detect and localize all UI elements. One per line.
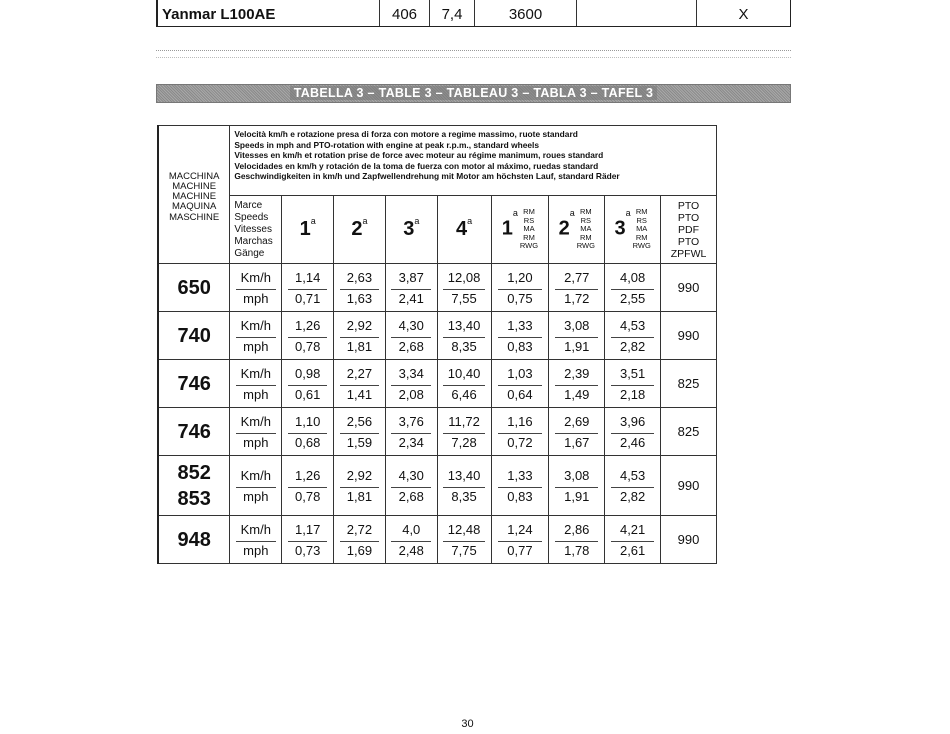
speed-table — [157, 125, 717, 564]
speed-cell — [334, 264, 386, 312]
speed-mph: 2,55 — [611, 289, 654, 308]
value-cell: 3600 — [474, 0, 576, 26]
speed-kmh: 2,69 — [564, 414, 590, 429]
speed-cell — [549, 456, 605, 516]
speed-kmh: 1,26 — [295, 318, 321, 333]
speed-cell — [549, 312, 605, 360]
speed-mph: 0,78 — [288, 337, 328, 356]
gear-1-header — [282, 196, 334, 264]
speed-mph: 2,68 — [391, 337, 431, 356]
speed-kmh: 1,24 — [507, 522, 533, 537]
speed-kmh: 3,34 — [398, 366, 424, 381]
reverse-gear-3-header — [605, 196, 661, 264]
gear-superscript: a — [362, 216, 368, 226]
machine-model: 650 — [177, 276, 211, 299]
machine-header — [158, 126, 230, 264]
speed-mph: 2,08 — [391, 385, 431, 404]
speed-mph: 1,63 — [340, 289, 380, 308]
reverse-gear-2-header — [549, 196, 605, 264]
speeds-header-line: Vitesses — [234, 223, 272, 235]
speed-kmh: 2,39 — [564, 366, 590, 381]
speed-kmh: 4,53 — [619, 468, 646, 483]
reverse-label: RM — [523, 232, 535, 242]
speed-cell — [282, 264, 334, 312]
pto-header-line: PTO — [677, 235, 700, 248]
table-row — [158, 264, 717, 312]
table-description — [230, 126, 717, 196]
speed-kmh: 1,14 — [295, 270, 321, 285]
speed-mph: 7,55 — [443, 289, 484, 308]
unit-kmh: Km/h — [240, 522, 271, 537]
speed-mph: 0,61 — [288, 385, 328, 404]
speed-mph: 0,83 — [498, 487, 542, 506]
gear-4-header — [437, 196, 491, 264]
speed-mph: 1,67 — [555, 433, 598, 452]
reverse-label: RM — [635, 207, 648, 217]
speed-kmh: 13,40 — [447, 468, 481, 483]
machine-model: 853 — [177, 487, 211, 510]
speed-kmh: 2,27 — [346, 366, 373, 381]
speed-kmh: 2,56 — [346, 414, 373, 429]
unit-cell — [230, 312, 282, 360]
unit-mph: mph — [236, 337, 276, 356]
table-row — [158, 516, 717, 564]
pto-header-line: PTO — [677, 199, 700, 212]
speed-cell — [605, 456, 661, 516]
pto-rpm-cell: 990 — [661, 264, 717, 312]
gear-superscript: a — [625, 208, 631, 219]
speed-cell — [605, 360, 661, 408]
speed-cell — [549, 264, 605, 312]
speed-cell — [385, 264, 437, 312]
speed-mph: 0,64 — [498, 385, 542, 404]
speed-cell — [437, 516, 491, 564]
speed-cell — [437, 408, 491, 456]
gear-number: 1 — [501, 217, 513, 240]
speed-cell — [491, 456, 549, 516]
dotted-divider — [156, 50, 791, 58]
speed-mph: 1,59 — [340, 433, 380, 452]
speed-mph: 2,41 — [391, 289, 431, 308]
speed-kmh: 2,92 — [346, 318, 373, 333]
speed-mph: 2,82 — [611, 487, 654, 506]
gear-3-header — [385, 196, 437, 264]
speed-cell — [437, 312, 491, 360]
speed-cell — [491, 360, 549, 408]
speed-kmh: 3,08 — [564, 468, 590, 483]
speed-mph: 2,82 — [611, 337, 654, 356]
speed-mph: 2,46 — [611, 433, 654, 452]
value-cell: X — [696, 0, 791, 26]
reverse-label: RWG — [519, 241, 539, 251]
speed-kmh: 3,76 — [398, 414, 424, 429]
speed-mph: 0,68 — [288, 433, 328, 452]
description-line: Velocità km/h e rotazione presa di forza con motore a regime massimo, ruote standard — [234, 129, 578, 139]
speed-mph: 2,61 — [611, 541, 654, 560]
speed-kmh: 2,92 — [346, 468, 373, 483]
pto-header-line: PDF — [678, 223, 700, 236]
machine-model-cell — [158, 456, 230, 516]
gear-superscript: a — [414, 216, 420, 226]
reverse-label-stack — [633, 208, 651, 251]
value-cell — [576, 0, 696, 26]
unit-cell — [230, 408, 282, 456]
pto-header-line: ZPFWL — [670, 247, 707, 260]
gear-superscript: a — [310, 216, 316, 226]
unit-kmh: Km/h — [240, 270, 271, 285]
speed-kmh: 4,53 — [619, 318, 646, 333]
speed-cell — [549, 360, 605, 408]
machine-model: 948 — [177, 528, 211, 551]
unit-mph: mph — [236, 385, 276, 404]
speed-mph: 2,48 — [391, 541, 431, 560]
speed-mph: 1,91 — [555, 337, 598, 356]
description-line: Velocidades en km/h y rotación de la toma de fuerza con motor al máximo, ruedas standard — [234, 160, 599, 171]
pto-header — [661, 196, 717, 264]
speed-cell — [605, 264, 661, 312]
speed-mph: 0,72 — [498, 433, 542, 452]
speed-cell — [491, 408, 549, 456]
unit-mph: mph — [236, 289, 276, 308]
gear-number: 2 — [558, 217, 570, 240]
speed-mph: 8,35 — [443, 487, 484, 506]
machine-model-cell — [158, 312, 230, 360]
speed-cell — [491, 264, 549, 312]
gear-superscript: a — [512, 208, 518, 219]
speed-kmh: 2,63 — [346, 270, 373, 285]
speed-kmh: 4,08 — [619, 270, 646, 285]
speed-mph: 7,75 — [443, 541, 484, 560]
speed-cell — [491, 516, 549, 564]
gear-number: 2 — [351, 218, 363, 240]
speeds-header-line: Gänge — [234, 247, 265, 259]
speed-cell — [282, 360, 334, 408]
machine-header-line: MASCHINE — [169, 211, 220, 223]
speed-mph: 0,78 — [288, 487, 328, 506]
speed-mph: 2,34 — [391, 433, 431, 452]
speed-cell — [334, 408, 386, 456]
value-cell: 7,4 — [429, 0, 474, 26]
unit-kmh: Km/h — [240, 414, 271, 429]
speed-kmh: 11,72 — [448, 414, 480, 429]
machine-header-line: MACCHINA — [168, 170, 220, 182]
reverse-label: RWG — [576, 241, 595, 251]
speed-cell — [282, 516, 334, 564]
speed-kmh: 4,21 — [619, 522, 646, 537]
unit-cell — [230, 516, 282, 564]
speed-mph: 0,73 — [288, 541, 328, 560]
gear-number: 3 — [403, 218, 415, 240]
machine-header-line: MACHINE — [172, 180, 217, 192]
speed-cell — [282, 456, 334, 516]
speed-kmh: 4,0 — [402, 522, 421, 537]
speed-mph: 2,68 — [391, 487, 431, 506]
speed-cell — [605, 408, 661, 456]
unit-kmh: Km/h — [240, 468, 271, 483]
speed-kmh: 3,96 — [619, 414, 646, 429]
speed-kmh: 1,17 — [295, 522, 321, 537]
machine-model: 746 — [177, 372, 211, 395]
speed-kmh: 3,08 — [564, 318, 590, 333]
machine-model: 740 — [177, 324, 211, 347]
previous-table-row — [156, 0, 791, 27]
speed-mph: 1,41 — [340, 385, 380, 404]
table-title-banner — [156, 84, 791, 103]
speed-mph: 1,81 — [340, 487, 380, 506]
gear-number: 3 — [614, 217, 626, 240]
reverse-label: RS — [523, 215, 535, 225]
speed-kmh: 1,33 — [507, 318, 533, 333]
unit-mph: mph — [236, 541, 276, 560]
gear-superscript: a — [467, 216, 473, 226]
description-line: Speeds in mph and PTO-rotation with engine at peak r.p.m., standard wheels — [234, 139, 539, 150]
speed-mph: 1,78 — [555, 541, 598, 560]
speed-mph: 0,75 — [498, 289, 542, 308]
speed-kmh: 1,10 — [295, 414, 321, 429]
speed-mph: 7,28 — [443, 433, 484, 452]
speed-mph: 6,46 — [443, 385, 484, 404]
reverse-label: RM — [635, 232, 648, 242]
speed-cell — [385, 516, 437, 564]
table-row — [158, 456, 717, 516]
unit-kmh: Km/h — [240, 318, 271, 333]
pto-rpm-cell: 990 — [661, 516, 717, 564]
speed-mph: 1,49 — [555, 385, 598, 404]
gear-2-header — [334, 196, 386, 264]
speed-kmh: 1,20 — [507, 270, 533, 285]
speed-mph: 0,71 — [288, 289, 328, 308]
unit-cell — [230, 456, 282, 516]
page-number: 30 — [461, 718, 474, 730]
speed-cell — [334, 516, 386, 564]
reverse-label: RS — [580, 215, 592, 225]
speed-cell — [549, 408, 605, 456]
speed-mph: 2,18 — [611, 385, 654, 404]
table-title: TABELLA 3 – TABLE 3 – TABLEAU 3 – TABLA 3 – TAFEL 3 — [290, 86, 658, 100]
reverse-label: RM — [580, 232, 592, 242]
speed-mph: 1,81 — [340, 337, 380, 356]
gear-number: 4 — [456, 218, 468, 240]
unit-kmh: Km/h — [240, 366, 271, 381]
reverse-label-stack — [520, 208, 538, 251]
speed-cell — [282, 312, 334, 360]
speed-kmh: 1,03 — [507, 366, 533, 381]
speed-kmh: 2,86 — [564, 522, 590, 537]
speed-cell — [385, 360, 437, 408]
gear-number: 1 — [299, 218, 311, 240]
speeds-header-line: Marce — [234, 199, 263, 211]
unit-cell — [230, 264, 282, 312]
model-cell: Yanmar L100AE — [156, 0, 379, 26]
speed-kmh: 1,33 — [507, 468, 533, 483]
speed-cell — [334, 312, 386, 360]
speed-cell — [437, 264, 491, 312]
speed-mph: 1,91 — [555, 487, 598, 506]
speed-kmh: 2,72 — [346, 522, 373, 537]
speed-kmh: 4,30 — [398, 468, 424, 483]
pto-rpm-cell: 990 — [661, 456, 717, 516]
speed-kmh: 4,30 — [398, 318, 424, 333]
speed-cell — [385, 408, 437, 456]
speeds-header-line: Speeds — [234, 211, 269, 223]
pto-rpm-cell: 825 — [661, 408, 717, 456]
reverse-label: RM — [580, 207, 592, 217]
speed-kmh: 12,08 — [447, 270, 481, 285]
reverse-label: MA — [580, 224, 592, 234]
speed-kmh: 2,77 — [564, 270, 590, 285]
speed-cell — [334, 456, 386, 516]
speed-cell — [334, 360, 386, 408]
machine-model-cell — [158, 408, 230, 456]
reverse-label: RWG — [632, 241, 651, 251]
gear-superscript: a — [569, 208, 575, 219]
speeds-header — [230, 196, 282, 264]
speed-kmh: 0,98 — [295, 366, 321, 381]
machine-model-cell — [158, 360, 230, 408]
speed-cell — [437, 456, 491, 516]
reverse-label: RM — [523, 207, 535, 217]
speed-kmh: 10,40 — [447, 366, 481, 381]
speeds-header-line: Marchas — [234, 235, 273, 247]
speed-cell — [385, 456, 437, 516]
speed-mph: 0,77 — [498, 541, 542, 560]
table-row — [158, 312, 717, 360]
speed-kmh: 1,26 — [295, 468, 321, 483]
speed-kmh: 3,51 — [619, 366, 646, 381]
speed-cell — [605, 312, 661, 360]
speed-mph: 1,69 — [340, 541, 380, 560]
speed-kmh: 13,40 — [447, 318, 481, 333]
description-line: Vitesses en km/h et rotation prise de force avec moteur au régime manimum, roues standard — [234, 150, 604, 161]
machine-model-cell — [158, 264, 230, 312]
speed-cell — [437, 360, 491, 408]
reverse-label-stack — [577, 208, 595, 251]
pto-rpm-cell: 990 — [661, 312, 717, 360]
speed-kmh: 12,48 — [447, 522, 481, 537]
speed-cell — [491, 312, 549, 360]
machine-model: 852 — [177, 461, 211, 484]
speed-kmh: 3,87 — [398, 270, 424, 285]
unit-mph: mph — [236, 487, 276, 506]
description-line: Geschwindigkeiten in km/h und Zapfwellendrehung mit Motor am höchsten Lauf, standard Räder — [234, 171, 620, 182]
unit-mph: mph — [236, 433, 276, 452]
speed-cell — [385, 312, 437, 360]
unit-cell — [230, 360, 282, 408]
value-cell: 406 — [379, 0, 429, 26]
reverse-label: MA — [636, 224, 648, 234]
reverse-label: RS — [636, 215, 647, 225]
speed-mph: 0,83 — [498, 337, 542, 356]
speed-mph: 1,72 — [555, 289, 598, 308]
speed-cell — [549, 516, 605, 564]
table-row — [158, 408, 717, 456]
machine-header-line: MACHINE — [172, 191, 217, 203]
pto-header-line: PTO — [677, 211, 700, 224]
speed-kmh: 1,16 — [507, 414, 533, 429]
table-row — [158, 360, 717, 408]
speed-mph: 8,35 — [443, 337, 484, 356]
machine-model: 746 — [177, 420, 211, 443]
machine-header-line: MAQUINA — [172, 201, 217, 213]
reverse-gear-1-header — [491, 196, 549, 264]
reverse-label: MA — [523, 224, 535, 234]
machine-model-cell — [158, 516, 230, 564]
speed-cell — [605, 516, 661, 564]
pto-rpm-cell: 825 — [661, 360, 717, 408]
speed-cell — [282, 408, 334, 456]
